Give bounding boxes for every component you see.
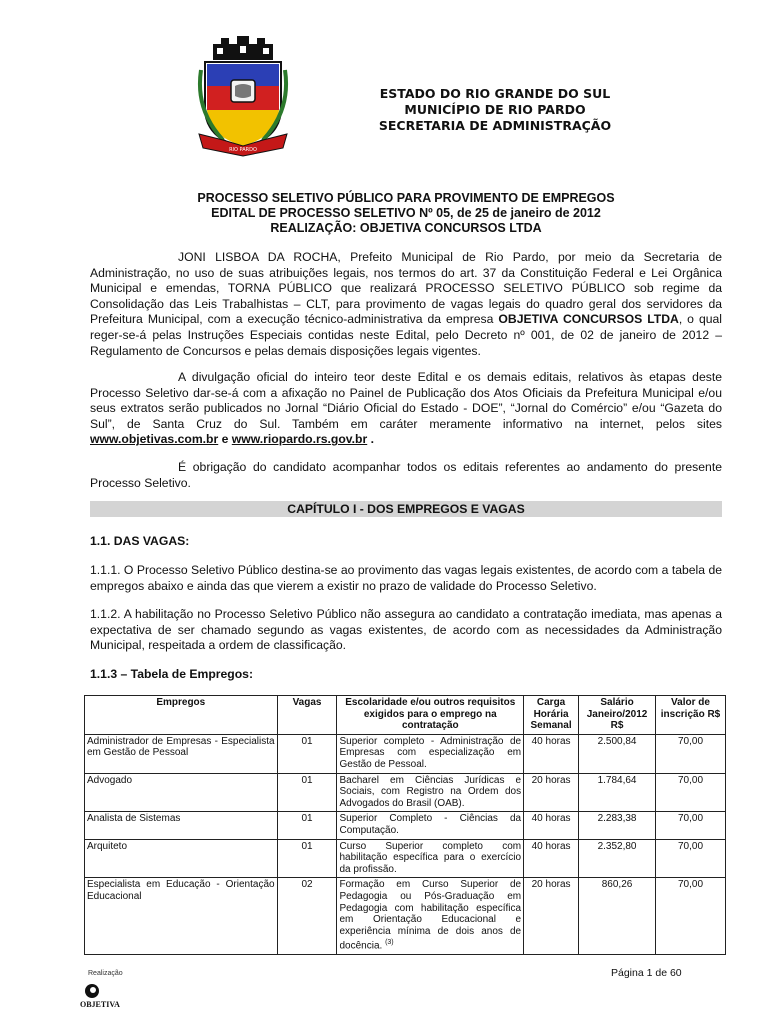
document-header [330,86,660,134]
paragraph-1-1-2: 1.1.2. A habilitação no Processo Seletivo Público não assegura ao candidato a contratação imediata, mas apenas a expectativa de ser chamado segundo as vagas existentes, de acordo com as necessidades da Administração Municipal, respeitada a ordem de classificação. [90,607,722,653]
link-end: . [367,432,375,447]
cell-salario: 860,26 [579,878,656,955]
coat-of-arms-icon [193,30,293,160]
cell-salario: 2.283,38 [579,812,656,839]
cell-carga: 20 horas [524,773,579,812]
table-header-row [85,696,726,735]
link-separator: e [218,432,232,447]
table-row [85,773,726,812]
cell-salario: 2.352,80 [579,839,656,878]
chapter-heading: CAPÍTULO I - DOS EMPREGOS E VAGAS [90,501,722,517]
intro-paragraph [90,250,722,359]
obligation-paragraph: É obrigação do candidato acompanhar todos os editais referentes ao andamento do presente Processo Seletivo. [90,460,722,490]
col-header-empregos: Empregos [85,696,278,735]
cell-salario: 2.500,84 [579,734,656,773]
page-number: Página 1 de 60 [611,967,682,979]
col-header-carga: Carga Horária Semanal [524,696,579,735]
table-row [85,734,726,773]
objetiva-logo-text: OBJETIVA [80,1000,120,1009]
crest-ribbon-text: RIO PARDO [229,147,257,153]
cell-escolaridade: Curso Superior completo com habilitação específica para o exercício da profissão. [337,839,524,878]
header-state: ESTADO DO RIO GRANDE DO SUL [379,86,611,101]
header-department: SECRETARIA DE ADMINISTRAÇÃO [378,118,612,133]
cell-inscricao: 70,00 [656,839,726,878]
cell-inscricao: 70,00 [656,734,726,773]
cell-emprego: Especialista em Educação - Orientação Educacional [85,878,278,955]
cell-inscricao: 70,00 [656,812,726,839]
cell-carga: 20 horas [524,878,579,955]
col-header-salario: Salário Janeiro/2012 R$ [579,696,656,735]
cell-carga: 40 horas [524,812,579,839]
section-vagas-heading: 1.1. DAS VAGAS: [90,534,190,548]
edital-titles [90,191,722,236]
escolaridade-text: Formação em Curso Superior de Pedagogia ou Pós-Graduação em Pedagogia com habilitação específica em Orientação Educacional e experiência mínima de dois anos de docência. [339,879,522,952]
paragraph-1-1-1: 1.1.1. O Processo Seletivo Público destina-se ao provimento das vagas legais existentes, de acordo com a tabela de empregos abaixo e ainda das que vierem a existir no prazo de validade do Processo Seletivo. [90,563,722,593]
cell-escolaridade: Bacharel em Ciências Jurídicas e Sociais, com Registro na Ordem dos Advogados do Brasil (OAB). [337,773,524,812]
cell-emprego: Administrador de Empresas - Especialista em Gestão de Pessoal [85,734,278,773]
header-municipality: MUNICÍPIO DE RIO PARDO [404,102,586,117]
table-row [85,878,726,955]
cell-escolaridade [337,878,524,955]
publication-text: A divulgação oficial do inteiro teor deste Edital e os demais editais, relativos às etapas deste Processo Seletivo dar-se-á com a afixação no Painel de Publicação dos Atos Oficiais da Prefeitura Municipal e/ou seus extratos serão publicados no Jornal “Diário Oficial do Estado - DOE”, “Jornal do Comércio” e/ou “Gazeta do Sul”, de Santa Cruz do Sul. Também em caráter meramente informativo na internet, pelos sites [90,370,722,431]
cell-vagas: 02 [277,878,337,955]
cell-carga: 40 horas [524,734,579,773]
footer-realizacao-label: Realização [88,970,123,977]
cell-inscricao: 70,00 [656,878,726,955]
cell-emprego: Arquiteto [85,839,278,878]
cell-emprego: Analista de Sistemas [85,812,278,839]
cell-salario: 1.784,64 [579,773,656,812]
footnote-marker: (3) [385,939,394,947]
section-tabela-heading: 1.1.3 – Tabela de Empregos: [90,667,254,681]
cell-vagas: 01 [277,812,337,839]
organizer-line: REALIZAÇÃO: OBJETIVA CONCURSOS LTDA [270,221,542,235]
cell-inscricao: 70,00 [656,773,726,812]
col-header-escolaridade: Escolaridade e/ou outros requisitos exigidos para o emprego na contratação [337,696,524,735]
cell-carga: 40 horas [524,839,579,878]
intro-text-a: JONI LISBOA DA ROCHA, Prefeito Municipal de Rio Pardo, por meio da Secretaria de Administração, no uso de suas atribuições legais, nos termos do art. 37 da Constituição Federal e Lei Orgânica Municipal e emendas, TORNA PÚBLICO que realizará PROCESSO SELETIVO PÚBLICO sob regime da Consolidação das Leis Trabalhistas – CLT, para provimento de vagas legais do quadro geral dos servidores da Prefeitura Municipal, com a execução técnico-administrativa da empresa [90,250,722,327]
jobs-table [84,695,726,955]
cell-vagas: 01 [277,839,337,878]
cell-vagas: 01 [277,734,337,773]
cell-escolaridade: Superior Completo - Ciências da Computação. [337,812,524,839]
cell-escolaridade: Superior completo - Administração de Empresas com especialização em Gestão de Pessoal. [337,734,524,773]
cell-emprego: Advogado [85,773,278,812]
process-title: PROCESSO SELETIVO PÚBLICO PARA PROVIMENTO DE EMPREGOS [197,191,615,205]
col-header-vagas: Vagas [277,696,337,735]
intro-text-b: , o qual reger-se-á pelas Instruções Especiais contidas neste Edital, pelo Decreto nº 001, de 02 de janeiro de 2012 – Regulamento de Concursos e pelas demais disposições legais vigentes. [90,312,722,358]
objetiva-logo-icon [80,980,130,1010]
riopardo-site-link[interactable]: www.riopardo.rs.gov.br [231,432,368,447]
company-name: OBJETIVA CONCURSOS LTDA [498,312,679,327]
objetivas-site-link[interactable]: www.objetivas.com.br [90,432,219,447]
publication-paragraph [90,370,722,448]
edital-number: EDITAL DE PROCESSO SELETIVO Nº 05, de 25 de janeiro de 2012 [211,206,601,220]
table-row [85,812,726,839]
cell-vagas: 01 [277,773,337,812]
table-row [85,839,726,878]
col-header-inscricao: Valor de inscrição R$ [656,696,726,735]
